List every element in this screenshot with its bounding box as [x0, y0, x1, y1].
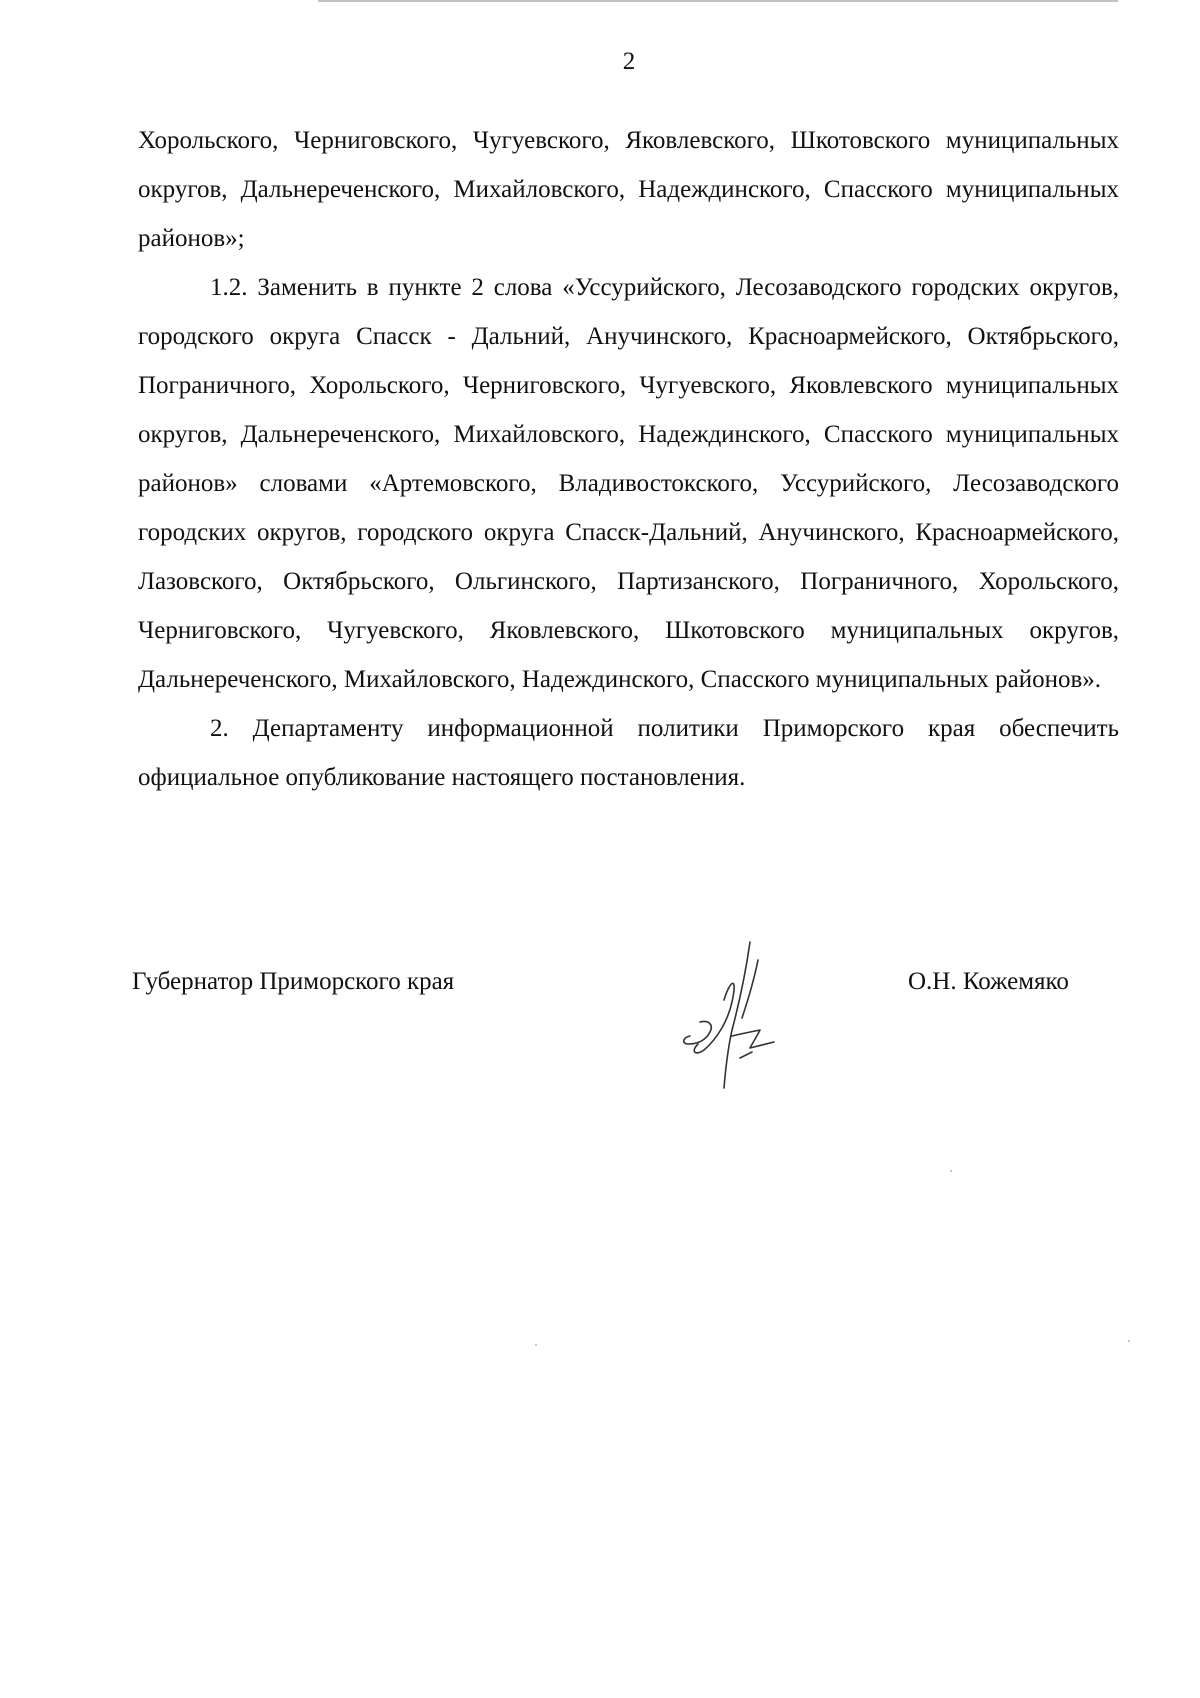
handwritten-signature — [660, 940, 800, 1090]
signatory-title: Губернатор Приморского края — [132, 968, 455, 995]
scan-speck — [1128, 1340, 1130, 1342]
paragraph-1-2: 1.2. Заменить в пункте 2 слова «Уссурийского, Лесозаводского городских округов, городского округа Спасск - Дальний, Анучинского, Красноармейского, Октябрьского, Пограничного, Хорольского, Черниговского, Чугуевского, Яковлевского муниципальных округов, Дальнереченского, Михайловского, Надеждинского, Спасского муниципальных районов» словами «Артемовского, Владивостокского, Уссурийского, Лесозаводского городских округов, городского округа Спасск-Дальний, Анучинского, Красноармейского, Лазовского, Октябрьского, Ольгинского, Партизанского, Пограничного, Хорольского, Черниговского, Чугуевского, Яковлевского, Шкотовского муниципальных округов, Дальнереченского, Михайловского, Надеждинского, Спасского муниципальных районов». — [138, 274, 1119, 693]
paragraph-continuation: Хорольского, Черниговского, Чугуевского, Яковлевского, Шкотовского муниципальных округов, Дальнереченского, Михайловского, Надеждинского, Спасского муниципальных районов»; — [138, 127, 1119, 252]
paragraph-2: 2. Департаменту информационной политики Приморского края обеспечить официальное опубликование настоящего постановления. — [138, 715, 1119, 791]
document-body — [138, 116, 1119, 802]
scan-speck — [535, 1344, 537, 1346]
signatory-name: О.Н. Кожемяко — [908, 968, 1069, 995]
page-number: 2 — [622, 48, 636, 75]
scan-speck — [950, 1170, 952, 1172]
scan-top-edge — [318, 0, 1118, 2]
